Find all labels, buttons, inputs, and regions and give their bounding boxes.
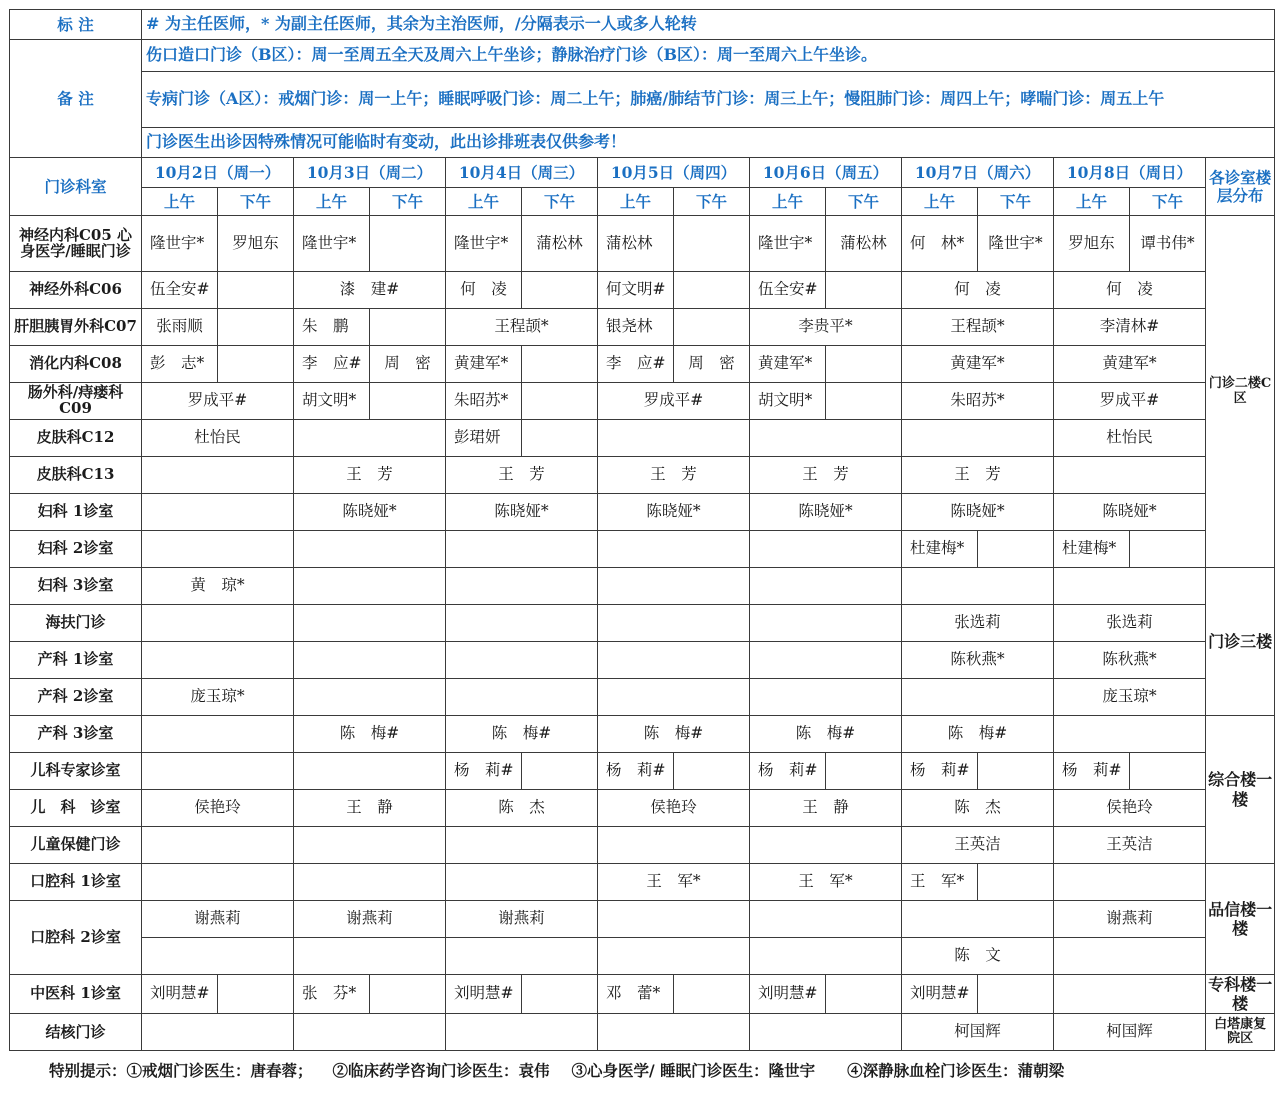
doctor-cell [294, 420, 446, 457]
dept-name: 结核门诊 [10, 1014, 142, 1051]
doctor-cell: 陈 杰 [902, 790, 1054, 827]
doctor-cell [294, 938, 446, 975]
doctor-cell: 罗旭东 [1054, 216, 1130, 272]
doctor-cell [826, 272, 902, 309]
doctor-cell: 杜建梅* [1054, 531, 1130, 568]
location-cell: 门诊二楼C区 [1206, 216, 1275, 568]
doctor-cell [294, 642, 446, 679]
doctor-cell [446, 1014, 598, 1051]
doctor-cell: 陈晓娅* [294, 494, 446, 531]
doctor-cell [826, 975, 902, 1014]
doctor-cell: 隆世宇* [978, 216, 1054, 272]
doctor-cell [294, 1014, 446, 1051]
location-cell: 门诊三楼 [1206, 568, 1275, 716]
doctor-cell: 王 军* [902, 864, 978, 901]
pm-header: 下午 [826, 188, 902, 216]
notice-item-3: ③心身医学/ 睡眠门诊医生：隆世宇 [571, 1061, 816, 1080]
doctor-cell [1054, 716, 1206, 753]
doctor-cell [598, 568, 750, 605]
location-cell: 品信楼一楼 [1206, 864, 1275, 975]
doctor-cell: 蒲松林 [522, 216, 598, 272]
doctor-cell: 何 凌 [902, 272, 1054, 309]
doctor-cell [674, 272, 750, 309]
dept-name: 消化内科C08 [10, 346, 142, 383]
doctor-cell: 王 静 [750, 790, 902, 827]
doctor-cell [522, 975, 598, 1014]
doctor-cell: 王 芳 [294, 457, 446, 494]
dept-name: 皮肤科C12 [10, 420, 142, 457]
doctor-cell [142, 531, 294, 568]
doctor-cell [674, 309, 750, 346]
doctor-cell: 周 密 [370, 346, 446, 383]
doctor-cell [1054, 457, 1206, 494]
dept-name: 中医科 1诊室 [10, 975, 142, 1014]
dept-name: 产科 2诊室 [10, 679, 142, 716]
doctor-cell [750, 938, 902, 975]
doctor-cell [218, 975, 294, 1014]
doctor-cell [294, 679, 446, 716]
doctor-cell [370, 216, 446, 272]
doctor-cell: 张选莉 [902, 605, 1054, 642]
doctor-cell [750, 901, 902, 938]
doctor-cell: 朱 鹏 [294, 309, 370, 346]
day-header: 10月2日（周一） [142, 158, 294, 188]
am-header: 上午 [902, 188, 978, 216]
doctor-cell: 周 密 [674, 346, 750, 383]
location-header: 各诊室楼层分布 [1206, 158, 1275, 216]
doctor-cell: 罗旭东 [218, 216, 294, 272]
doctor-cell: 李贵平* [750, 309, 902, 346]
doctor-cell [294, 531, 446, 568]
doctor-cell [826, 346, 902, 383]
doctor-cell: 李清林# [1054, 309, 1206, 346]
doctor-cell: 黄建军* [750, 346, 826, 383]
doctor-cell: 黄建军* [902, 346, 1054, 383]
doctor-cell: 陈晓娅* [446, 494, 598, 531]
doctor-cell: 王 芳 [750, 457, 902, 494]
doctor-cell: 陈晓娅* [1054, 494, 1206, 531]
doctor-cell: 张雨顺 [142, 309, 218, 346]
doctor-cell: 侯艳玲 [1054, 790, 1206, 827]
doctor-cell [826, 383, 902, 420]
dept-name: 肠外科/痔瘘科C09 [10, 383, 142, 420]
doctor-cell [598, 901, 750, 938]
doctor-cell: 何 凌 [446, 272, 522, 309]
doctor-cell [142, 642, 294, 679]
doctor-cell: 伍全安# [750, 272, 826, 309]
am-header: 上午 [750, 188, 826, 216]
doctor-cell: 陈秋燕* [902, 642, 1054, 679]
doctor-cell: 杜怡民 [142, 420, 294, 457]
doctor-cell [142, 494, 294, 531]
doctor-cell [902, 420, 1054, 457]
doctor-cell: 王 芳 [446, 457, 598, 494]
doctor-cell: 刘明慧# [446, 975, 522, 1014]
doctor-cell: 李 应# [294, 346, 370, 383]
doctor-cell [142, 938, 294, 975]
doctor-cell: 谭书伟* [1130, 216, 1206, 272]
doctor-cell: 李 应# [598, 346, 674, 383]
location-cell: 综合楼一楼 [1206, 716, 1275, 864]
doctor-cell: 谢燕莉 [1054, 901, 1206, 938]
pm-header: 下午 [370, 188, 446, 216]
pm-header: 下午 [522, 188, 598, 216]
doctor-cell: 王程颉* [446, 309, 598, 346]
doctor-cell: 侯艳玲 [598, 790, 750, 827]
doctor-cell: 王英洁 [902, 827, 1054, 864]
doctor-cell [598, 531, 750, 568]
doctor-cell: 王 军* [750, 864, 902, 901]
dept-name: 神经内科C05 心身医学/睡眠门诊 [10, 216, 142, 272]
doctor-cell [522, 346, 598, 383]
doctor-cell: 陈 文 [902, 938, 1054, 975]
doctor-cell: 柯国辉 [902, 1014, 1054, 1051]
doctor-cell [750, 642, 902, 679]
doctor-cell [142, 753, 294, 790]
legend-text: # 为主任医师，* 为副主任医师，其余为主治医师，/分隔表示一人或多人轮转 [142, 10, 1275, 40]
day-header: 10月5日（周四） [598, 158, 750, 188]
doctor-cell [294, 605, 446, 642]
doctor-cell: 王英洁 [1054, 827, 1206, 864]
doctor-cell: 谢燕莉 [446, 901, 598, 938]
dept-name: 产科 1诊室 [10, 642, 142, 679]
doctor-cell: 彭 志* [142, 346, 218, 383]
doctor-cell: 庞玉琼* [142, 679, 294, 716]
doctor-cell: 刘明慧# [142, 975, 218, 1014]
doctor-cell [1130, 531, 1206, 568]
doctor-cell: 何 林* [902, 216, 978, 272]
doctor-cell: 陈 梅# [750, 716, 902, 753]
doctor-cell [598, 827, 750, 864]
doctor-cell [522, 383, 598, 420]
doctor-cell: 隆世宇* [294, 216, 370, 272]
note-line: 门诊医生出诊因特殊情况可能临时有变动，此出诊排班表仅供参考！ [142, 128, 1275, 158]
doctor-cell: 黄 琼* [142, 568, 294, 605]
doctor-cell [978, 975, 1054, 1014]
doctor-cell: 张选莉 [1054, 605, 1206, 642]
doctor-cell: 侯艳玲 [142, 790, 294, 827]
doctor-cell [522, 753, 598, 790]
doctor-cell [598, 938, 750, 975]
doctor-cell [446, 938, 598, 975]
doctor-cell [750, 531, 902, 568]
doctor-cell [142, 864, 294, 901]
doctor-cell [750, 827, 902, 864]
doctor-cell: 胡文明* [750, 383, 826, 420]
dept-name: 海扶门诊 [10, 605, 142, 642]
day-header: 10月7日（周六） [902, 158, 1054, 188]
doctor-cell [1130, 753, 1206, 790]
doctor-cell [598, 420, 750, 457]
doctor-cell [1054, 864, 1206, 901]
doctor-cell: 陈 梅# [446, 716, 598, 753]
doctor-cell [294, 827, 446, 864]
notice-item-2: ②临床药学咨询门诊医生：袁伟 [332, 1061, 550, 1080]
doctor-cell: 朱昭苏* [902, 383, 1054, 420]
doctor-cell: 黄建军* [1054, 346, 1206, 383]
dept-name: 口腔科 1诊室 [10, 864, 142, 901]
doctor-cell [446, 864, 598, 901]
pm-header: 下午 [978, 188, 1054, 216]
doctor-cell: 王程颉* [902, 309, 1054, 346]
doctor-cell [598, 642, 750, 679]
dept-name: 口腔科 2诊室 [10, 901, 142, 975]
doctor-cell [370, 309, 446, 346]
day-header: 10月4日（周三） [446, 158, 598, 188]
doctor-cell [218, 272, 294, 309]
doctor-cell: 杜怡民 [1054, 420, 1206, 457]
note-line: 伤口造口门诊（B区）：周一至周五全天及周六上午坐诊；静脉治疗门诊（B区）：周一至周六上午坐诊。 [142, 40, 1275, 72]
doctor-cell [522, 420, 598, 457]
doctor-cell: 陈 梅# [598, 716, 750, 753]
doctor-cell [674, 753, 750, 790]
doctor-cell: 陈 杰 [446, 790, 598, 827]
doctor-cell: 谢燕莉 [294, 901, 446, 938]
doctor-cell: 何文明# [598, 272, 674, 309]
day-header: 10月6日（周五） [750, 158, 902, 188]
dept-name: 儿科专家诊室 [10, 753, 142, 790]
doctor-cell: 罗成平# [598, 383, 750, 420]
dept-name: 皮肤科C13 [10, 457, 142, 494]
schedule-table [9, 9, 1275, 1051]
doctor-cell: 银尧林 [598, 309, 674, 346]
doctor-cell: 王 静 [294, 790, 446, 827]
doctor-cell [294, 753, 446, 790]
doctor-cell: 杨 莉# [1054, 753, 1130, 790]
day-header: 10月3日（周二） [294, 158, 446, 188]
am-header: 上午 [294, 188, 370, 216]
doctor-cell [674, 216, 750, 272]
doctor-cell [978, 531, 1054, 568]
am-header: 上午 [598, 188, 674, 216]
doctor-cell [446, 827, 598, 864]
doctor-cell: 刘明慧# [902, 975, 978, 1014]
doctor-cell [674, 975, 750, 1014]
doctor-cell [522, 272, 598, 309]
location-cell: 白塔康复院区 [1206, 1014, 1275, 1051]
dept-name: 儿童保健门诊 [10, 827, 142, 864]
doctor-cell: 张 芬* [294, 975, 370, 1014]
doctor-cell: 王 芳 [598, 457, 750, 494]
doctor-cell: 蒲松林 [826, 216, 902, 272]
doctor-cell: 陈晓娅* [750, 494, 902, 531]
doctor-cell [750, 1014, 902, 1051]
doctor-cell [446, 642, 598, 679]
special-notice [9, 1052, 1274, 1088]
doctor-cell [294, 568, 446, 605]
doctor-cell: 柯国辉 [1054, 1014, 1206, 1051]
doctor-cell: 王 芳 [902, 457, 1054, 494]
doctor-cell [446, 568, 598, 605]
doctor-cell: 彭珺妍 [446, 420, 522, 457]
doctor-cell: 杨 莉# [446, 753, 522, 790]
notice-item-1: 特别提示：①戒烟门诊医生：唐春蓉； [49, 1061, 313, 1080]
day-header: 10月8日（周日） [1054, 158, 1206, 188]
doctor-cell: 隆世宇* [142, 216, 218, 272]
doctor-cell: 庞玉琼* [1054, 679, 1206, 716]
doctor-cell: 杜建梅* [902, 531, 978, 568]
doctor-cell [902, 901, 1054, 938]
doctor-cell: 隆世宇* [750, 216, 826, 272]
doctor-cell [294, 864, 446, 901]
doctor-cell: 漆 建# [294, 272, 446, 309]
doctor-cell: 罗成平# [142, 383, 294, 420]
doctor-cell [1054, 975, 1206, 1014]
notice-item-4: ④深静脉血栓门诊医生：蒲朝梁 [847, 1061, 1065, 1080]
doctor-cell [902, 568, 1054, 605]
doctor-cell [750, 568, 902, 605]
notes-label: 备 注 [10, 40, 142, 158]
doctor-cell: 刘明慧# [750, 975, 826, 1014]
doctor-cell: 朱昭苏* [446, 383, 522, 420]
doctor-cell [370, 383, 446, 420]
dept-name: 妇科 2诊室 [10, 531, 142, 568]
doctor-cell [142, 716, 294, 753]
dept-name: 儿 科 诊室 [10, 790, 142, 827]
doctor-cell [218, 309, 294, 346]
doctor-cell [446, 679, 598, 716]
doctor-cell: 陈晓娅* [598, 494, 750, 531]
doctor-cell: 杨 莉# [598, 753, 674, 790]
pm-header: 下午 [1130, 188, 1206, 216]
doctor-cell: 陈 梅# [902, 716, 1054, 753]
doctor-cell [218, 346, 294, 383]
doctor-cell [1054, 568, 1206, 605]
doctor-cell [446, 531, 598, 568]
legend-label: 标 注 [10, 10, 142, 40]
doctor-cell: 胡文明* [294, 383, 370, 420]
dept-name: 神经外科C06 [10, 272, 142, 309]
doctor-cell: 邓 蕾* [598, 975, 674, 1014]
dept-name: 产科 3诊室 [10, 716, 142, 753]
doctor-cell: 蒲松林 [598, 216, 674, 272]
doctor-cell [978, 753, 1054, 790]
doctor-cell [750, 420, 902, 457]
doctor-cell [598, 605, 750, 642]
dept-name: 妇科 3诊室 [10, 568, 142, 605]
pm-header: 下午 [674, 188, 750, 216]
doctor-cell: 伍全安# [142, 272, 218, 309]
dept-name: 妇科 1诊室 [10, 494, 142, 531]
doctor-cell [142, 605, 294, 642]
doctor-cell: 杨 莉# [750, 753, 826, 790]
doctor-cell [598, 1014, 750, 1051]
dept-header: 门诊科室 [10, 158, 142, 216]
am-header: 上午 [446, 188, 522, 216]
doctor-cell [446, 605, 598, 642]
doctor-cell: 陈 梅# [294, 716, 446, 753]
doctor-cell [142, 457, 294, 494]
location-cell: 专科楼一楼 [1206, 975, 1275, 1014]
am-header: 上午 [1054, 188, 1130, 216]
doctor-cell [370, 975, 446, 1014]
doctor-cell [826, 753, 902, 790]
am-header: 上午 [142, 188, 218, 216]
doctor-cell [750, 679, 902, 716]
doctor-cell: 谢燕莉 [142, 901, 294, 938]
doctor-cell [142, 827, 294, 864]
doctor-cell [142, 1014, 294, 1051]
doctor-cell [978, 864, 1054, 901]
doctor-cell: 何 凌 [1054, 272, 1206, 309]
doctor-cell: 陈晓娅* [902, 494, 1054, 531]
doctor-cell [1054, 938, 1206, 975]
doctor-cell [598, 679, 750, 716]
pm-header: 下午 [218, 188, 294, 216]
dept-name: 肝胆胰胃外科C07 [10, 309, 142, 346]
doctor-cell: 罗成平# [1054, 383, 1206, 420]
doctor-cell: 陈秋燕* [1054, 642, 1206, 679]
doctor-cell: 黄建军* [446, 346, 522, 383]
note-line: 专病门诊（A区）：戒烟门诊：周一上午；睡眠呼吸门诊：周二上午；肺癌/肺结节门诊：周三上午；慢阻肺门诊：周四上午；哮喘门诊：周五上午 [142, 72, 1275, 128]
doctor-cell: 隆世宇* [446, 216, 522, 272]
doctor-cell: 王 军* [598, 864, 750, 901]
doctor-cell [902, 679, 1054, 716]
doctor-cell: 杨 莉# [902, 753, 978, 790]
doctor-cell [750, 605, 902, 642]
